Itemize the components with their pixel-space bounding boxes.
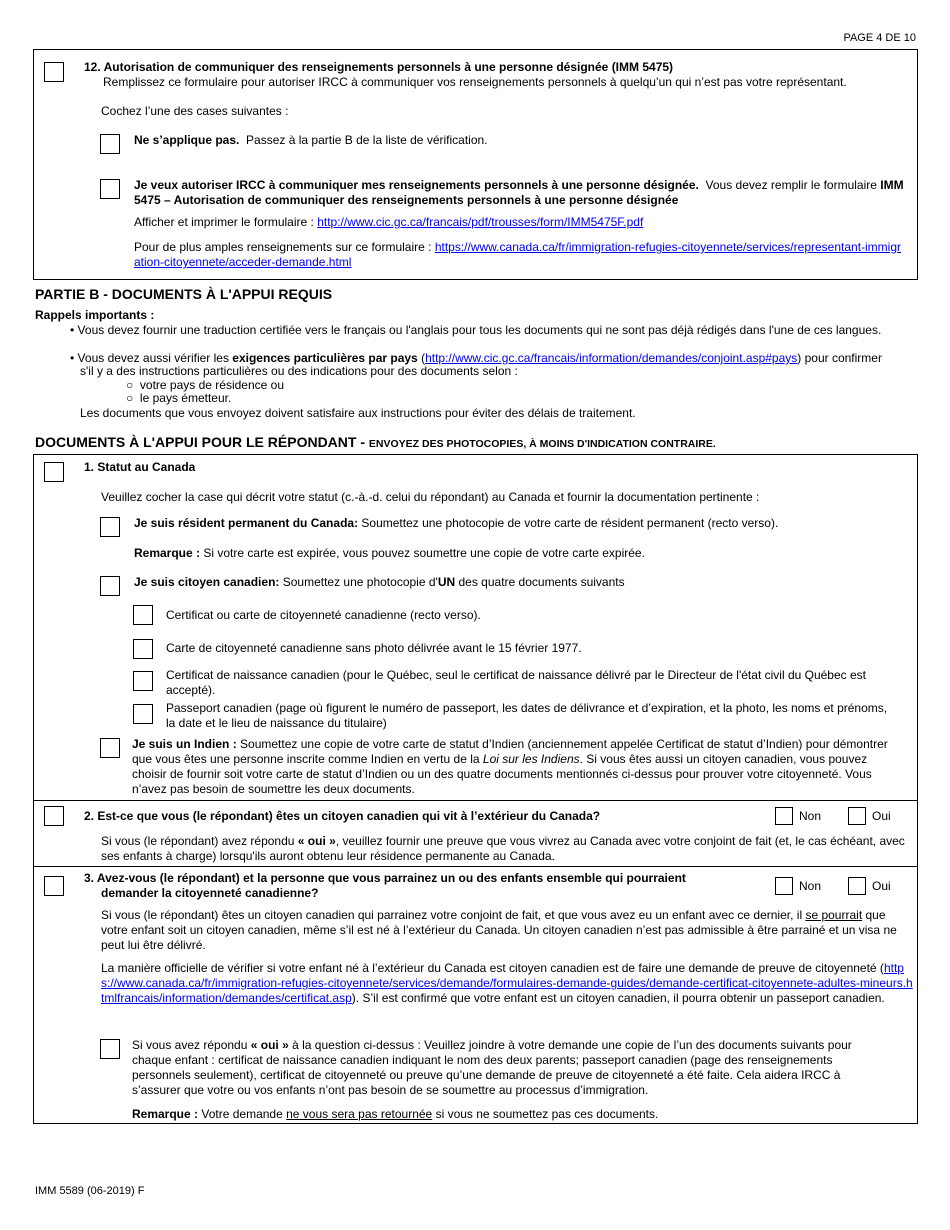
indian-status-label: Je suis un Indien : [132, 737, 237, 751]
not-applicable-label: Ne s’applique pas. [134, 133, 240, 147]
bullet-icon: • [70, 351, 75, 365]
q3-paragraph-2 [101, 961, 913, 1006]
divider [33, 866, 918, 867]
q3-paragraph-1 [101, 908, 913, 953]
part-b-title: PARTIE B - DOCUMENTS À L'APPUI REQUIS [35, 286, 333, 302]
sponsor-documents-title-main: DOCUMENTS À L'APPUI POUR LE RÉPONDANT - [35, 434, 366, 450]
q2-text [101, 834, 911, 864]
q1-checkbox[interactable] [44, 462, 64, 482]
authorize-checkbox[interactable] [100, 179, 120, 199]
note-label: Remarque : [132, 1107, 199, 1121]
more-info-label: Pour de plus amples renseignements sur ce formulaire : [134, 240, 432, 254]
item-12-checkbox[interactable] [44, 62, 64, 82]
q3-yes-quote: « oui » [250, 1038, 289, 1052]
form-footer: IMM 5589 (06-2019) F [35, 1185, 145, 1197]
permanent-resident-label: Je suis résident permanent du Canada: [134, 516, 359, 530]
q3-note-emphasis: ne vous sera pas retournée [286, 1107, 433, 1121]
q2-checkbox[interactable] [44, 806, 64, 826]
q3-title-line-2: demander la citoyenneté canadienne? [101, 886, 319, 900]
item-12-title: 12. Autorisation de communiquer des renseignements personnels à une personne désignée (IMM 5475) [84, 60, 674, 74]
q3-paragraph-3-b: à la question ci-dessus : Veuillez joindre à votre demande une copie de l’un des documents suivants pour chaque enfant : certificat de naissance canadien indiquant le nom des deux parents; passeport canadien (page des renseignements personnels seulement), certificat de citoyenneté ou preuve qu’une demande de preuve de citoyenneté a été faite. Cela aidera IRCC à s’assurer que votre ou vos enfants n’ont pas besoin de se soumettre au processus d’immigration. [132, 1038, 852, 1097]
sub-item-issuing-country-text: le pays émetteur. [139, 391, 232, 405]
q1-intro: Veuillez cocher la case qui décrit votre statut (c.-à.-d. celui du répondant) au Canada et fournir la documentation pertinente : [101, 490, 760, 504]
q2-title: 2. Est-ce que vous (le répondant) êtes un citoyen canadien qui vit à l’extérieur du Canada? [84, 809, 601, 823]
citizenship-certificate-text: Certificat ou carte de citoyenneté canadienne (recto verso). [166, 608, 481, 622]
indian-act-name: Loi sur les Indiens [482, 752, 580, 766]
indian-status-text-b: . Si vous êtes aussi un citoyen canadien, vous pouvez choisir de fournir soit votre carte de statut d’Indien ou un des quatre documents mentionnés ci-dessus pour prouver votre citoyenneté. Vous n’avez pas besoin de soumettre les deux documents. [132, 752, 872, 796]
canadian-citizen-label: Je suis citoyen canadien: [134, 575, 280, 589]
bullet-icon: • [70, 323, 75, 337]
q3-paragraph-1-emphasis: se pourrait [805, 908, 863, 922]
sponsor-documents-title [35, 434, 716, 452]
documents-note: Les documents que vous envoyez doivent satisfaire aux instructions pour éviter des délais de traitement. [80, 406, 636, 420]
canadian-citizen-un: UN [437, 575, 456, 589]
q2-text-a: Si vous (le répondant) avez répondu [101, 834, 295, 848]
not-applicable-option [134, 133, 488, 148]
q1-title: 1. Statut au Canada [84, 460, 196, 474]
children-documents-checkbox[interactable] [100, 1039, 120, 1059]
reminder-bullet-1-text: Vous devez fournir une traduction certifiée vers le français ou l'anglais pour tous les documents qui ne sont pas déjà rédigés dans l'une de ces langues. [77, 323, 882, 337]
q2-yes-quote: « oui » [297, 834, 336, 848]
q2-yes-label: Oui [872, 809, 891, 823]
print-form-line [134, 215, 643, 230]
not-applicable-text: Passez à la partie B de la liste de vérification. [246, 133, 488, 147]
q2-no-checkbox[interactable] [775, 807, 793, 825]
print-form-label: Afficher et imprimer le formulaire : [134, 215, 314, 229]
q2-text-b: , veuillez fournir une preuve que vous vivrez au Canada avec votre conjoint de fait (et, le cas échéant, avec ses enfants à charge) lorsqu'ils auront obtenu leur résidence permanente au Canada. [101, 834, 905, 863]
q3-note-a: Votre demande [201, 1107, 283, 1121]
q3-title [84, 871, 686, 901]
canadian-citizen-text-a: Soumettez une photocopie d' [282, 575, 438, 589]
canadian-citizen-text-b: des quatre documents suivants [458, 575, 625, 589]
item-12-prompt: Cochez l’une des cases suivantes : [101, 104, 289, 118]
country-requirements-link[interactable]: http://www.cic.gc.ca/francais/information/demandes/conjoint.asp#pays [425, 351, 798, 365]
q2-yes-checkbox[interactable] [848, 807, 866, 825]
more-info-line [134, 240, 904, 270]
reminders-title: Rappels importants : [35, 308, 155, 322]
q3-paragraph-2-b: ). S’il est confirmé que votre enfant est un citoyen canadien, il pourra obtenir un passeport canadien. [351, 991, 885, 1005]
q3-title-line-1: 3. Avez-vous (le répondant) et la personne que vous parrainez un ou des enfants ensemble qui pourraient [84, 871, 686, 885]
note-label: Remarque : [134, 546, 201, 560]
indian-status-checkbox[interactable] [100, 738, 120, 758]
circle-bullet-icon: ○ [126, 378, 134, 392]
q3-paragraph-1-b: que votre enfant soit un citoyen canadien, même s’il est né à l’extérieur du Canada. Un citoyen canadien n’est pas admissible à être parrainé et un visa ne peut lui être délivré. [101, 908, 897, 952]
q3-paragraph-2-a: La manière officielle de vérifier si votre enfant né à l’extérieur du Canada est citoyen canadien est de faire une demande de preuve de citoyenneté ( [101, 961, 884, 975]
print-form-link[interactable]: http://www.cic.gc.ca/francais/pdf/trousses/form/IMM5475F.pdf [317, 215, 644, 229]
reminder-bullet-2-text-c: s'il y a des instructions particulières ou des indications pour des documents selon : [80, 364, 518, 378]
item-12-description: Remplissez ce formulaire pour autoriser IRCC à communiquer vos renseignements personnels à quelqu’un qui n’est pas votre représentant. [103, 75, 847, 89]
q3-note-b: si vous ne soumettez pas ces documents. [435, 1107, 659, 1121]
permanent-resident-option [134, 516, 778, 531]
citizenship-card-text: Carte de citoyenneté canadienne sans photo délivrée avant le 15 février 1977. [166, 641, 582, 655]
indian-status-text-a: Soumettez une copie de votre carte de statut d’Indien (anciennement appelée Certificat de statut d’Indien) pour démontrer que vous êtes une personne inscrite comme Indien en vertu de la [132, 737, 888, 766]
not-applicable-checkbox[interactable] [100, 134, 120, 154]
permanent-resident-note [134, 546, 645, 561]
sub-item-residence-text: votre pays de résidence ou [139, 378, 285, 392]
birth-certificate-text: Certificat de naissance canadien (pour le Québec, seul le certificat de naissance délivré par le Directeur de l'état civil du Québec est accepté). [166, 668, 866, 697]
q3-paragraph-1-a: Si vous (le répondant) êtes un citoyen canadien qui parrainez votre conjoint de fait, et que vous avez eu un enfant avec ce dernier, il [101, 908, 803, 922]
divider [33, 800, 918, 801]
permanent-resident-note-text: Si votre carte est expirée, vous pouvez soumettre une copie de votre carte expirée. [203, 546, 645, 560]
sponsor-documents-title-sub: ENVOYEZ DES PHOTOCOPIES, À MOINS D'INDICATION CONTRAIRE. [368, 438, 716, 450]
country-requirements-label: exigences particulières par pays [232, 351, 418, 365]
page-number: PAGE 4 DE 10 [843, 32, 916, 44]
canadian-citizen-option [134, 575, 625, 590]
authorize-label: Je veux autoriser IRCC à communiquer mes renseignements personnels à une personne désignée. [134, 178, 699, 192]
citizenship-certificate-checkbox[interactable] [133, 605, 153, 625]
passport-text: Passeport canadien (page où figurent le numéro de passeport, les dates de délivrance et d’expiration, et la photo, les noms et prénoms, la date et le lieu de naissance du titulaire) [166, 701, 888, 730]
q3-note [132, 1107, 658, 1122]
reminder-bullet-2-text-a: Vous devez aussi vérifier les [77, 351, 229, 365]
authorize-form-name: IMM 5475 – Autorisation de communiquer des renseignements personnels à une personne désignée [134, 178, 904, 207]
reminder-bullet-2-text-b: ) pour confirmer [797, 351, 882, 365]
q3-paragraph-3 [132, 1038, 892, 1098]
authorize-option [134, 178, 909, 208]
q3-paragraph-3-a: Si vous avez répondu [132, 1038, 248, 1052]
citizenship-card-checkbox[interactable] [133, 639, 153, 659]
reminder-bullet-2-open: ( [421, 351, 426, 365]
canadian-citizen-checkbox[interactable] [100, 576, 120, 596]
q3-no-checkbox[interactable] [775, 877, 793, 895]
authorize-text: Vous devez remplir le formulaire [705, 178, 877, 192]
sub-item-issuing-country [126, 391, 231, 406]
circle-bullet-icon: ○ [126, 391, 134, 405]
birth-certificate-checkbox[interactable] [133, 671, 153, 691]
q3-no-label: Non [799, 879, 822, 893]
permanent-resident-checkbox[interactable] [100, 517, 120, 537]
citizenship-proof-link[interactable]: https://www.canada.ca/fr/immigration-refugies-citoyennete/services/demande/formulaires-demande-guides/demande-certificat-citoyennete-adultes-mineurs.htmlfrancais/information/demandes/certificat.asp [101, 961, 913, 1005]
indian-status-option [132, 737, 892, 797]
q3-yes-label: Oui [872, 879, 891, 893]
more-info-link[interactable]: https://www.canada.ca/fr/immigration-refugies-citoyennete/services/representant-immigration-citoyennete/acceder-demande.html [134, 240, 902, 269]
passport-checkbox[interactable] [133, 704, 153, 724]
q3-checkbox[interactable] [44, 876, 64, 896]
reminder-bullet-1 [70, 323, 881, 338]
q3-yes-checkbox[interactable] [848, 877, 866, 895]
q2-no-label: Non [799, 809, 822, 823]
permanent-resident-text: Soumettez une photocopie de votre carte de résident permanent (recto verso). [361, 516, 779, 530]
